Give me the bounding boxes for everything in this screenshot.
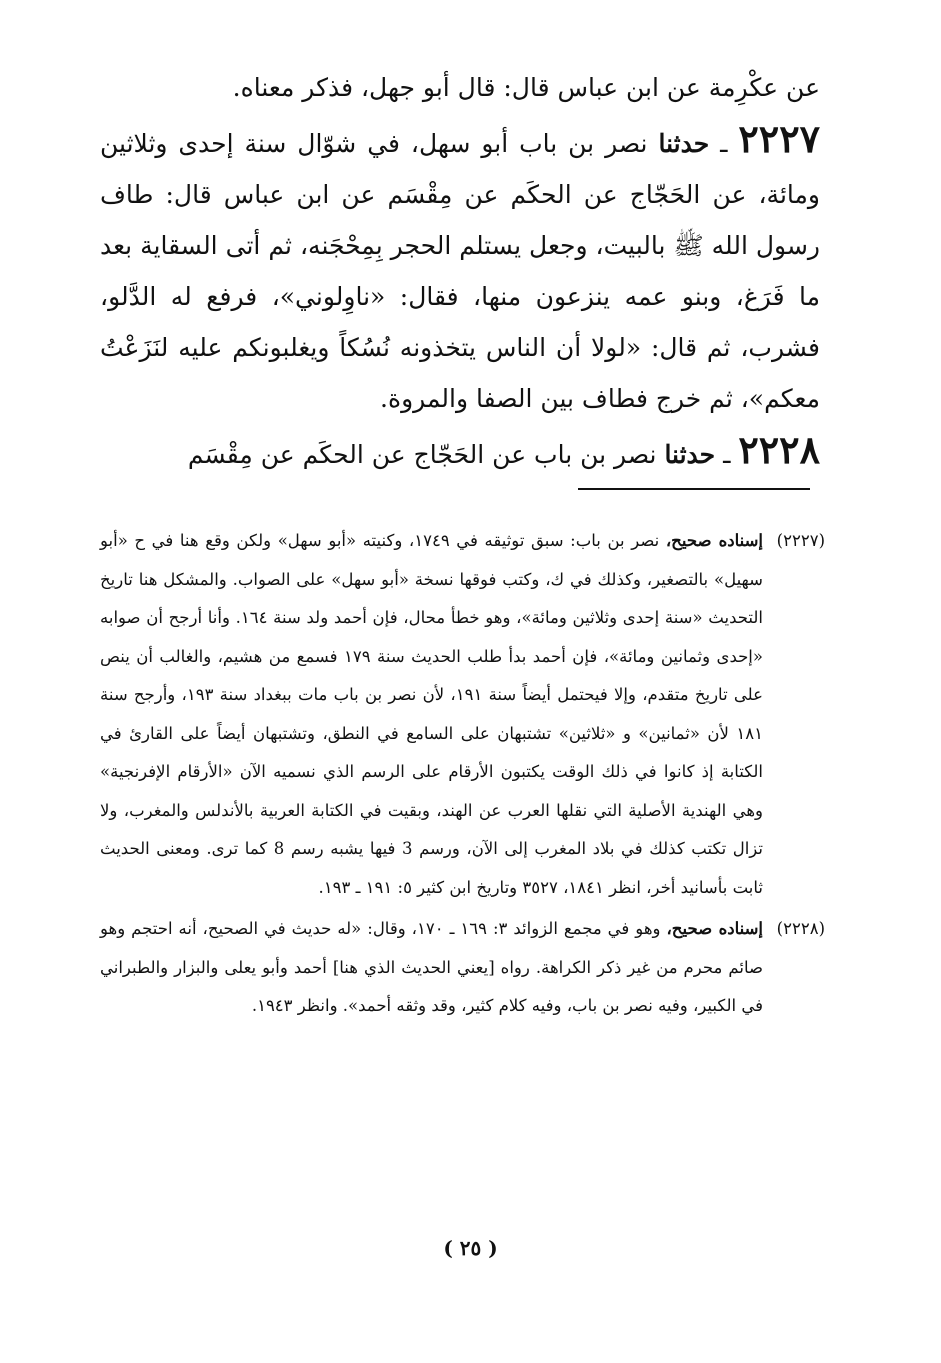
hadith-text: نصر بن باب عن الحَجّاج عن الحكَم عن مِقْسَم <box>187 440 665 469</box>
footnote-2228 <box>100 910 825 1026</box>
footnote-divider <box>578 488 810 490</box>
hadith-keyword: حدثنا <box>664 440 716 469</box>
hadith-keyword: حدثنا <box>658 129 710 158</box>
hadith-separator: ـ <box>709 129 739 158</box>
footnote-text: نصر بن باب: سبق توثيقه في ١٧٤٩، وكنيته «أبو سهل» ولكن وقع هنا في ح «أبو سهيل» بالتصغير، وكذلك في ك، وكتب فوقها نسخة «أبو سهل» على الصواب. والمشكل هنا تاريخ التحديث «سنة إحدى وثلاثين ومائة»، وهو خطأ محال، فإن أحمد ولد سنة ١٦٤. وأنا أرجح أن صوابه «إحدى وثمانين ومائة»، فإن أحمد بدأ طلب الحديث سنة ١٧٩ فسمع من هشيم، والغالب أن ينص على تاريخ متقدم، وإلا فيحتمل أيضاً سنة ١٩١، لأن نصر بن باب مات ببغداد سنة ١٩٣، وأرجح سنة ١٨١ لأن «ثمانين» و «ثلاثين» تشتبهان على السامع في النطق، وتشتبهان أيضاً على القارئ في الكتابة إذ كانوا في ذلك الوقت يكتبون الأرقام على الرسم الذي نسميه الآن «الأرقام الإفرنجية» وهي الهندية الأصلية التي نقلها العرب عن الهند، وبقيت في الكتابة العربية بالأندلس والمغرب، ولا تزال تكتب كذلك في بلاد المغرب إلى الآن، ورسم 3 فيها يشبه رسم 8 كما ترى. ومعنى الحديث ثابت بأسانيد أخر، انظر ١٨٤١، ٣٥٢٧ وتاريخ ابن كثير ٥: ١٩١ ـ ١٩٣. <box>100 531 764 897</box>
footnote-keyword: إسناده صحيح، <box>665 531 763 550</box>
hadith-separator: ـ <box>715 440 739 469</box>
footnote-2227 <box>100 522 825 907</box>
footnote-text: وهو في مجمع الزوائد ٣: ١٦٩ ـ ١٧٠، وقال: «له حديث في الصحيح، أنه احتجم وهو صائم محرم من غير ذكر الكراهة. رواه [يعني الحديث الذي هنا] أحمد وأبو يعلى والبزار والطبراني في الكبير، وفيه نصر بن باب، وفيه كلام كثير، وقد وثقه أحمد». وانظر ١٩٤٣. <box>100 919 763 1015</box>
hadith-2227 <box>100 113 820 424</box>
footnotes <box>100 522 825 1029</box>
footnote-ref: (٢٢٢٨) <box>776 919 825 938</box>
footnote-ref: (٢٢٢٧) <box>776 531 825 550</box>
footnote-keyword: إسناده صحيح، <box>666 919 763 938</box>
hadith-number: ٢٢٢٧ <box>738 116 821 161</box>
hadith-text: نصر بن باب أبو سهل، في شوّال سنة إحدى وثلاثين ومائة، عن الحَجّاج عن الحكَم عن مِقْسَم عن ابن عباس قال: طاف رسول الله ﷺ بالبيت، وجعل يستلم الحجر بِمِحْجَنه، ثم أتى السقاية بعد ما فَرَغ، وبنو عمه ينزعون منها، فقال: «ناوِلوني»، فرفع له الدَّلو، فشرب، ثم قال: «لولا أن الناس يتخذونه نُسُكاً ويغلبونكم عليه لنَزَعْتُ معكم»، ثم خرج فطاف بين الصفا والمروة. <box>100 129 820 413</box>
page-number: ( ٢٥ ) <box>443 1236 498 1260</box>
main-text <box>100 62 820 480</box>
intro-line: عن عكْرِمة عن ابن عباس قال: قال أبو جهل، فذكر معناه. <box>232 73 820 102</box>
hadith-number: ٢٢٢٨ <box>738 427 820 472</box>
hadith-2228 <box>100 424 820 480</box>
